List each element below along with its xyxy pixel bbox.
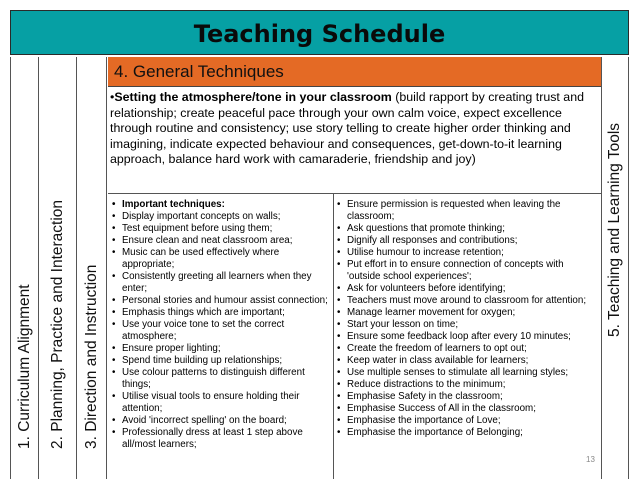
intro-rest: (build rapport by creating trust and relationship; create peaceful pace through your own calm voice, expect excellence through routine and consistency; use story telling to create higher order thinking and imagining, indicate expected behaviour and consequences, get-down-to-it learning approach, balance hard work with camaraderie, friendship and joy) bbox=[110, 90, 584, 167]
list-item: • Create the freedom of learners to opt out; bbox=[337, 343, 595, 355]
list-item: • Keep water in class available for learners; bbox=[337, 355, 595, 367]
list-item: • Ensure proper lighting; bbox=[112, 343, 330, 355]
column-label: 2. Planning, Practice and Interaction bbox=[48, 199, 66, 449]
list-item: • Ask for volunteers before identifying; bbox=[337, 283, 595, 295]
list-item: • Emphasise Success of All in the classroom; bbox=[337, 403, 595, 415]
list-item: • Professionally dress at least 1 step above all/most learners; bbox=[112, 427, 330, 451]
list-item: • Dignify all responses and contributions; bbox=[337, 235, 595, 247]
column-direction-instruction bbox=[77, 57, 107, 479]
list-item: • Utilise humour to increase retention; bbox=[337, 247, 595, 259]
intro-paragraph bbox=[110, 90, 598, 168]
list-item: • Emphasise Safety in the classroom; bbox=[337, 391, 595, 403]
section-heading bbox=[108, 57, 601, 87]
column-label: 1. Curriculum Alignment bbox=[15, 284, 33, 449]
list-item: • Ensure clean and neat classroom area; bbox=[112, 235, 330, 247]
page-title: Teaching Schedule bbox=[193, 20, 446, 48]
list-item: • Consistently greeting all learners when they enter; bbox=[112, 271, 330, 295]
list-item: • Personal stories and humour assist connection; bbox=[112, 295, 330, 307]
intro-bold: Setting the atmosphere/tone in your classroom bbox=[114, 90, 392, 104]
list-item: • Start your lesson on time; bbox=[337, 319, 595, 331]
list-item: • Teachers must move around to classroom for attention; bbox=[337, 295, 595, 307]
column-label: 3. Direction and Instruction bbox=[82, 264, 100, 449]
list-item: • Manage learner movement for oxygen; bbox=[337, 307, 595, 319]
list-item: • Use your voice tone to set the correct atmosphere; bbox=[112, 319, 330, 343]
list-item: • Test equipment before using them; bbox=[112, 223, 330, 235]
list-item: • Display important concepts on walls; bbox=[112, 211, 330, 223]
list-header: • Important techniques: bbox=[112, 199, 330, 211]
list-item: • Emphasise the importance of Love; bbox=[337, 415, 595, 427]
right-technique-list bbox=[337, 199, 595, 439]
column-label: 5. Teaching and Learning Tools bbox=[606, 122, 623, 337]
left-technique-list bbox=[112, 199, 330, 451]
list-item: • Emphasis things which are important; bbox=[112, 307, 330, 319]
list-item: • Ensure permission is requested when leaving the classroom; bbox=[337, 199, 595, 223]
column-divider bbox=[333, 193, 334, 479]
list-item: • Utilise visual tools to ensure holding their attention; bbox=[112, 391, 330, 415]
list-item: • Avoid 'incorrect spelling' on the board; bbox=[112, 415, 330, 427]
list-item: • Emphasise the importance of Belonging; bbox=[337, 427, 595, 439]
list-item: • Music can be used effectively where appropriate; bbox=[112, 247, 330, 271]
column-curriculum-alignment bbox=[10, 57, 39, 479]
list-item: • Spend time building up relationships; bbox=[112, 355, 330, 367]
list-item: • Put effort in to ensure connection of concepts with 'outside school experiences'; bbox=[337, 259, 595, 283]
list-item: • Ask questions that promote thinking; bbox=[337, 223, 595, 235]
list-item: • Ensure some feedback loop after every 10 minutes; bbox=[337, 331, 595, 343]
slide-number: 13 bbox=[586, 455, 595, 464]
section-heading-text: 4. General Techniques bbox=[114, 62, 284, 81]
list-item: • Use multiple senses to stimulate all learning styles; bbox=[337, 367, 595, 379]
column-planning-practice bbox=[39, 57, 77, 479]
divider bbox=[108, 193, 601, 194]
title-bar bbox=[10, 10, 629, 55]
column-teaching-tools bbox=[601, 57, 629, 479]
intro-bullet: • bbox=[110, 90, 115, 104]
list-item: • Use colour patterns to distinguish different things; bbox=[112, 367, 330, 391]
list-item: • Reduce distractions to the minimum; bbox=[337, 379, 595, 391]
